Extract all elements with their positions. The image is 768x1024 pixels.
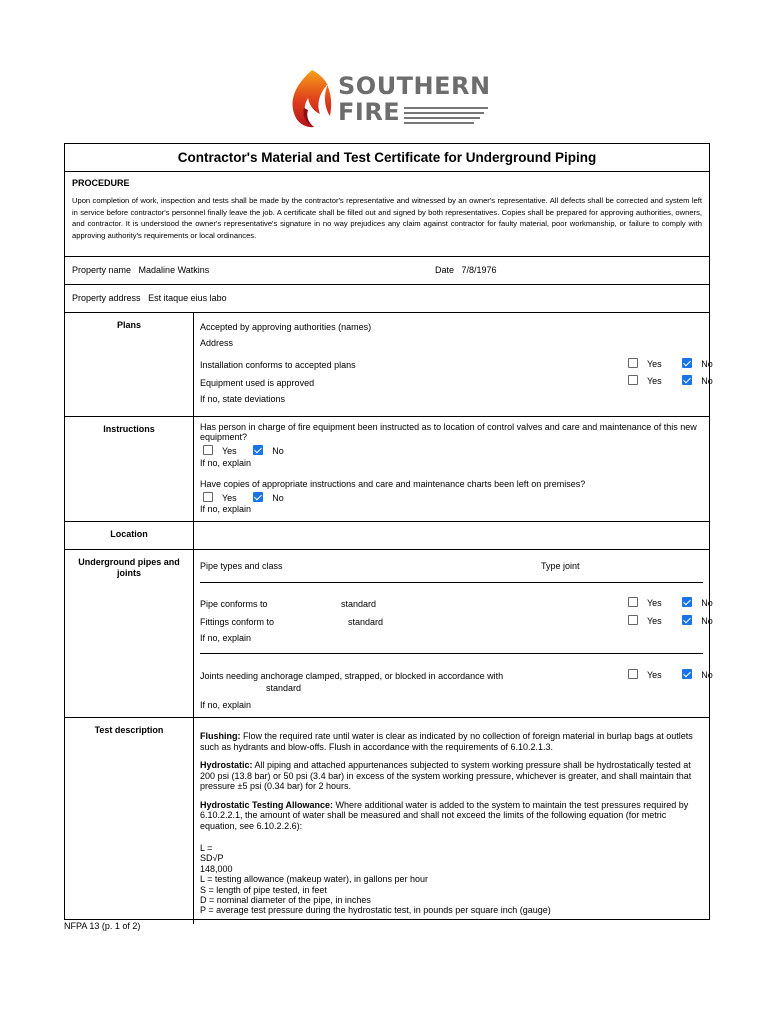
- plans-approved-yes-checkbox[interactable]: [628, 375, 638, 385]
- property-name-value[interactable]: Madaline Watkins: [138, 265, 210, 275]
- logo-stripe: [404, 112, 484, 114]
- hydrostatic-heading: Hydrostatic:: [200, 760, 253, 770]
- allowance-text: Where additional water is added to the system to maintain the test pressures required by 6.10.2.2.1, the amount of water shall be measured and shall not exceed the limits of the following equation (for metric equation, see 6.10.2.2.6):: [200, 799, 689, 831]
- instructions-q2-yes-no: [203, 492, 284, 503]
- flushing-heading: Flushing:: [200, 731, 241, 741]
- southern-fire-logo: [286, 68, 496, 130]
- equation-line: S = length of pipe tested, in feet: [200, 884, 327, 895]
- instructions-q2: Have copies of appropriate instructions and care and maintenance charts been left on premises?: [200, 479, 586, 489]
- plans-section: [65, 313, 713, 417]
- instructions-q2-explain: If no, explain: [200, 504, 252, 514]
- property-address-row: [65, 285, 709, 313]
- plans-accepted: Accepted by approving authorities (names): [200, 322, 372, 332]
- test-label: Test description: [65, 718, 194, 924]
- hydrostatic-paragraph: [200, 760, 701, 792]
- equation-block: [200, 843, 701, 916]
- property-address-value[interactable]: Est itaque eius labo: [148, 293, 227, 303]
- yes-label: Yes: [647, 359, 662, 369]
- plans-conforms-yes-no: [628, 358, 713, 369]
- no-label: No: [701, 359, 713, 369]
- joints-anchorage: Joints needing anchorage clamped, strapped, or blocked in accordance with: [200, 671, 504, 681]
- no-label: No: [701, 670, 713, 680]
- instructions-q1-explain: If no, explain: [200, 458, 252, 468]
- equation-line: SD√P: [200, 853, 224, 864]
- divider: [200, 582, 703, 583]
- hydrostatic-text: All piping and attached appurtenances subjected to system working pressure shall be hydrostatically tested at 200 psi (13.8 bar) or 50 psi (3.4 bar) in excess of the system working pressure, whichever is greater, and shall maintain that pressure ±5 psi (0.34 bar) for 2 hours.: [200, 760, 692, 791]
- property-name-label: Property name: [72, 265, 132, 275]
- logo-line2: FIRE: [338, 98, 401, 126]
- divider: [200, 653, 703, 654]
- fittings-conform-no-checkbox[interactable]: [682, 615, 692, 625]
- yes-label: Yes: [222, 493, 237, 503]
- type-joint: Type joint: [541, 561, 580, 571]
- flushing-text: Flow the required rate until water is clear as indicated by no collection of foreign material in burlap bags at outlets such as hydrants and blow-offs. Flush in accordance with the requirements of 6.10.2.1.3.: [200, 731, 693, 752]
- test-section: [65, 718, 709, 924]
- yes-label: Yes: [647, 598, 662, 608]
- equation-line: D = nominal diameter of the pipe, in inches: [200, 895, 371, 906]
- no-label: No: [701, 616, 713, 626]
- logo-line1: SOUTHERN: [338, 72, 491, 100]
- joints-anchorage-no-checkbox[interactable]: [682, 669, 692, 679]
- date-label: Date: [435, 265, 455, 275]
- instructions-q1: Has person in charge of fire equipment been instructed as to location of control valves and care and maintenance of this new equipment?: [200, 422, 697, 442]
- joints-standard: standard: [266, 683, 302, 693]
- logo-stripe: [404, 117, 480, 119]
- joints-explain: If no, explain: [200, 700, 252, 710]
- location-section: [65, 522, 709, 550]
- fittings-standard: standard: [348, 617, 384, 627]
- date-value[interactable]: 7/8/1976: [461, 265, 497, 275]
- yes-label: Yes: [647, 670, 662, 680]
- fittings-conform-yes-no: [628, 615, 713, 626]
- pipe-types: Pipe types and class: [200, 561, 283, 571]
- location-label: Location: [65, 522, 194, 549]
- equation-line: P = average test pressure during the hydrostatic test, in pounds per square inch (gauge): [200, 905, 551, 916]
- instructions-q1-no-checkbox[interactable]: [253, 445, 263, 455]
- property-name-row: [65, 257, 709, 285]
- pipe-conforms: Pipe conforms to: [200, 599, 268, 609]
- instructions-q2-yes-checkbox[interactable]: [203, 492, 213, 502]
- page-footer: NFPA 13 (p. 1 of 2): [64, 921, 141, 931]
- pipes-label: Underground pipes and joints: [65, 550, 194, 717]
- fittings-conform: Fittings conform to: [200, 617, 275, 627]
- pipe-conforms-no-checkbox[interactable]: [682, 597, 692, 607]
- allowance-heading: Hydrostatic Testing Allowance:: [200, 799, 334, 810]
- location-field[interactable]: [194, 522, 709, 549]
- yes-label: Yes: [222, 446, 237, 456]
- procedure-section: [65, 172, 709, 257]
- property-address-label: Property address: [72, 293, 141, 303]
- plans-approved-yes-no: [628, 375, 713, 386]
- no-label: No: [701, 598, 713, 608]
- instructions-q2-no-checkbox[interactable]: [253, 492, 263, 502]
- no-label: No: [272, 493, 284, 503]
- plans-approved-no-checkbox[interactable]: [682, 375, 692, 385]
- instructions-q1-yes-no: [203, 445, 284, 456]
- logo-stripe: [404, 107, 488, 109]
- instructions-q1-yes-checkbox[interactable]: [203, 445, 213, 455]
- pipe-conforms-yes-checkbox[interactable]: [628, 597, 638, 607]
- plans-deviations: If no, state deviations: [200, 394, 286, 404]
- form-title: Contractor's Material and Test Certificate for Underground Piping: [65, 144, 709, 172]
- plans-approved: Equipment used is approved: [200, 378, 315, 388]
- yes-label: Yes: [647, 376, 662, 386]
- pipe-conforms-yes-no: [628, 597, 713, 608]
- plans-label: Plans: [65, 313, 194, 416]
- plans-conforms: Installation conforms to accepted plans: [200, 360, 356, 370]
- plans-address: Address: [200, 338, 234, 348]
- yes-label: Yes: [647, 616, 662, 626]
- no-label: No: [701, 376, 713, 386]
- procedure-heading: PROCEDURE: [72, 178, 130, 188]
- joints-anchorage-yes-checkbox[interactable]: [628, 669, 638, 679]
- no-label: No: [272, 446, 284, 456]
- joints-anchorage-yes-no: [628, 669, 713, 680]
- pipes-explain: If no, explain: [200, 633, 252, 643]
- certificate-form: [64, 143, 713, 920]
- flushing-paragraph: [200, 731, 701, 752]
- logo-stripe: [404, 122, 474, 124]
- equation-line: L = testing allowance (makeup water), in gallons per hour: [200, 874, 429, 885]
- date-field: [435, 257, 497, 283]
- equation-line: 148,000: [200, 863, 233, 874]
- fittings-conform-yes-checkbox[interactable]: [628, 615, 638, 625]
- instructions-section: [65, 417, 709, 522]
- allowance-paragraph: [200, 800, 701, 832]
- pipe-standard: standard: [341, 599, 377, 609]
- procedure-text: Upon completion of work, inspection and tests shall be made by the contractor's representative and witnessed by an owner's representative. All defects shall be corrected and system left in service before contractor's personnel finally leave the job. A certificate shall be filled out and signed by both representatives. Copies shall be prepared for approving authorities, owners, and contractor. It is understood the owner's representative's signature in no way prejudices any claim against contractor for faulty material, poor workmanship, or failure to comply with approving authority's requirements or local ordinances.: [72, 196, 702, 240]
- plans-conforms-yes-checkbox[interactable]: [628, 358, 638, 368]
- plans-conforms-no-checkbox[interactable]: [682, 358, 692, 368]
- equation-line: L =: [200, 843, 213, 853]
- instructions-label: Instructions: [65, 417, 194, 521]
- pipes-section: [65, 550, 713, 718]
